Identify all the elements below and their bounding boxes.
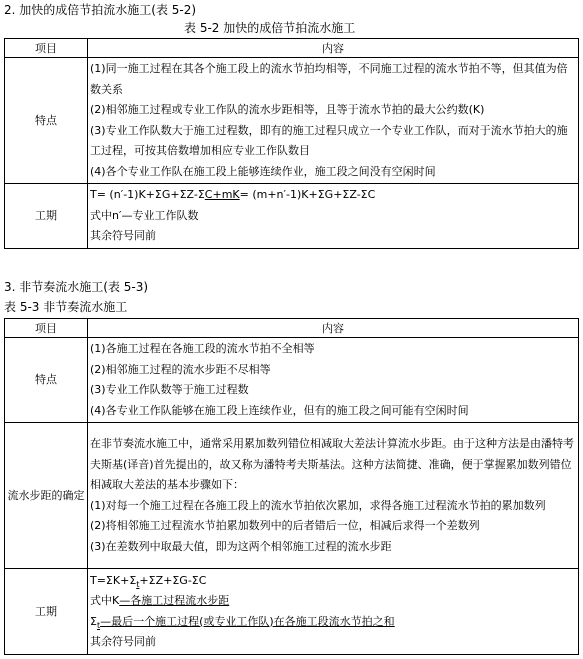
row-label: 工期 xyxy=(5,184,88,249)
content-line: (3)专业工作队数大于施工过程数，即有的施工过程只成立一个专业工作队，而对于流水节拍大的施工过程，可按其倍数增加相应专业工作队数目 xyxy=(90,123,568,157)
row-label: 工期 xyxy=(5,569,88,655)
content-line: (2)将相邻施工过程流水节拍累加数列中的后者错后一位，相减后求得一个差数列 xyxy=(90,519,480,532)
row-content xyxy=(88,569,579,655)
content-line: 其余符号同前 xyxy=(90,229,156,243)
header-item: 项目 xyxy=(5,319,88,338)
content-line: (1)对每一个施工过程在各施工段上的流水节拍依次累加，求得各施工过程流水节拍的累加数列 xyxy=(90,498,546,512)
table-row xyxy=(5,569,579,655)
formula-line: T= (n′-1)K+ΣG+ΣZ-ΣC+mK= (m+n′-1)K+ΣG+ΣZ-ΣC xyxy=(90,188,376,202)
row-label: 特点 xyxy=(5,58,88,184)
table-row xyxy=(5,184,579,249)
table-caption-5-2: 表 5-2 加快的成倍节拍流水施工 xyxy=(184,21,356,35)
content-line: (3)专业工作队数等于施工过程数 xyxy=(90,383,249,396)
table-header-row xyxy=(5,319,579,338)
content-line: (2)相邻施工过程或专业工作队的流水步距相等，且等于流水节拍的最大公约数(K) xyxy=(90,103,485,116)
content-line: 其余符号同前 xyxy=(90,635,156,648)
header-content: 内容 xyxy=(88,319,579,338)
content-line: 式中n′—专业工作队数 xyxy=(90,208,199,222)
row-content xyxy=(88,58,579,184)
content-line: (4)各个专业工作队在施工段上能够连续作业，施工段之间没有空闲时间 xyxy=(90,164,436,178)
table-caption-5-3: 表 5-3 非节奏流水施工 xyxy=(4,300,128,314)
section-heading-5-3: 3. 非节奏流水施工(表 5-3) xyxy=(4,280,149,294)
table-row xyxy=(5,58,579,184)
content-line: (1)各施工过程在各施工段的流水节拍不全相等 xyxy=(90,342,315,355)
content-line: (1)同一施工过程在其各个施工段上的流水节拍均相等，不同施工过程的流水节拍不等，但其值为倍数关系 xyxy=(90,62,568,96)
header-content: 内容 xyxy=(88,39,579,58)
table-row xyxy=(5,338,579,423)
content-line: $\Sigma_t—$最后一个施工过程(或专业工作队)在各施工段流水节拍之和 xyxy=(90,614,395,630)
header-item: 项目 xyxy=(5,39,88,58)
row-content xyxy=(88,184,579,249)
section-heading-5-2: 2. 加快的成倍节拍流水施工(表 5-2) xyxy=(4,3,197,17)
content-line: 在非节奏流水施工中，通常采用累加数列错位相减取大差法计算流水步距。由于这种方法是由潘特考夫斯基(译音)首先提出的，故又称为潘特考夫斯基法。这种方法简捷、准确，便于掌握累加数列错位相减取大差法的基本步骤如下： xyxy=(90,437,574,491)
table-5-3 xyxy=(4,318,579,655)
content-line: (3)在差数列中取最大值，即为这两个相邻施工过程的流水步距 xyxy=(90,539,392,553)
content-line: 式中K—各施工过程流水步距 xyxy=(90,594,230,607)
row-content xyxy=(88,338,579,423)
table-row xyxy=(5,423,579,569)
table-5-2 xyxy=(4,38,579,249)
table-header-row xyxy=(5,39,579,58)
content-line: (2)相邻施工过程的流水步距不尽相等 xyxy=(90,362,271,376)
content-line: (4)各专业工作队能够在施工段上连续作业，但有的施工段之间可能有空闲时间 xyxy=(90,403,469,417)
formula-line: $T=\Sigma K+\Sigma_t+\Sigma Z+\Sigma G-\Sigma C$ xyxy=(90,573,207,589)
row-label: 特点 xyxy=(5,338,88,423)
row-content xyxy=(88,423,579,569)
row-label: 流水步距的确定 xyxy=(5,423,88,569)
